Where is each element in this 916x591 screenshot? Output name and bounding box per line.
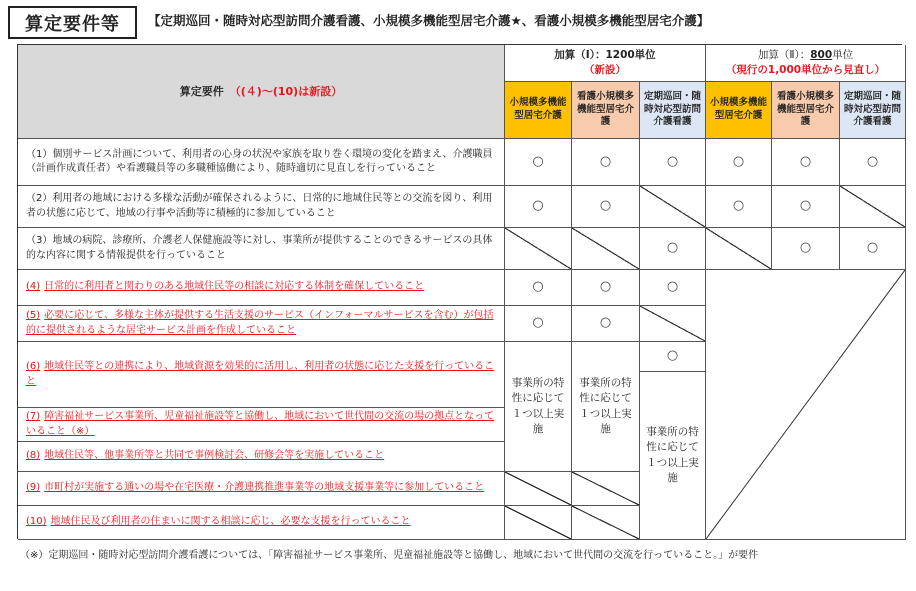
mark-r4-c3: ○ bbox=[640, 270, 706, 306]
merged-text-c2: 事業所の特性に応じて１つ以上実施 bbox=[572, 342, 640, 472]
col-kasan1-teiki-junkai: 定期巡回・随時対応型訪問介護看護 bbox=[640, 82, 706, 139]
na-kasan2-rows4-10 bbox=[706, 270, 906, 540]
col-kasan1-kango-shoukibo: 看護小規模多機能型居宅介護 bbox=[572, 82, 640, 139]
requirement-header bbox=[18, 45, 505, 139]
mark-r5-c1: ○ bbox=[505, 306, 572, 342]
col-kasan2-kango-shoukibo: 看護小規模多機能型居宅介護 bbox=[772, 82, 840, 139]
page-subtitle: 【定期巡回・随時対応型訪問介護看護、小規模多機能型居宅介護★、看護小規模多機能型居宅介護】 bbox=[148, 13, 710, 28]
mark-r3-c3: ○ bbox=[640, 228, 706, 270]
merged-text-c1: 事業所の特性に応じて１つ以上実施 bbox=[505, 342, 572, 472]
requirements-table bbox=[17, 44, 902, 539]
requirement-5: (5) 必要に応じて、多様な主体が提供する生活支援のサービス（インフォーマルサービスを含む）が包括的に提供されるような居宅サービス計画を作成していること bbox=[18, 306, 505, 342]
mark-r2-c5: ○ bbox=[772, 186, 840, 228]
kasan2-units: 800 bbox=[810, 48, 833, 61]
kasan2-label-suffix: 単位 bbox=[832, 48, 854, 61]
requirement-9: (9) 市町村が実施する通いの場や在宅医療・介護連携推進事業等の地域支援事業等に参加していること bbox=[18, 472, 505, 506]
na-r3-c1 bbox=[505, 228, 572, 270]
mark-r1-c3: ○ bbox=[640, 139, 706, 186]
na-r9-c2 bbox=[572, 472, 640, 506]
requirement-10-num: (10) bbox=[26, 516, 47, 528]
kasan2-label bbox=[758, 48, 853, 63]
na-r2-c3 bbox=[640, 186, 706, 228]
mark-r3-c6: ○ bbox=[840, 228, 906, 270]
na-r10-c2 bbox=[572, 506, 640, 540]
mark-r1-c6: ○ bbox=[840, 139, 906, 186]
mark-r1-c1: ○ bbox=[505, 139, 572, 186]
requirement-header-note: （(４)～(10)は新設） bbox=[229, 84, 343, 98]
requirement-10 bbox=[18, 506, 505, 540]
na-r5-c3 bbox=[640, 306, 706, 342]
footnote: （※）定期巡回・随時対応型訪問介護看護については、「障害福祉サービス事業所、児童福祉施設等と協働し、地域において世代間の交流を行っていること。」が要件 bbox=[20, 550, 759, 561]
requirement-7: (7) 障害福祉サービス事業所、児童福祉施設等と協働し、地域において世代間の交流の場の拠点となっていること（※） bbox=[18, 408, 505, 442]
mark-r3-c5: ○ bbox=[772, 228, 840, 270]
mark-r2-c1: ○ bbox=[505, 186, 572, 228]
na-r3-c2 bbox=[572, 228, 640, 270]
diagonal-slash-icon bbox=[706, 270, 905, 539]
na-r3-c4 bbox=[706, 228, 772, 270]
kasan2-label-prefix: 加算（Ⅱ）： bbox=[757, 48, 811, 61]
col-kasan1-shoukibo: 小規模多機能型居宅介護 bbox=[505, 82, 572, 139]
mark-r6-c3: ○ bbox=[640, 342, 706, 372]
mark-r2-c4: ○ bbox=[706, 186, 772, 228]
requirement-header-label: 算定要件 bbox=[179, 84, 224, 98]
na-r2-c6 bbox=[840, 186, 906, 228]
requirement-3: （3）地域の病院、診療所、介護老人保健施設等に対し、事業所が提供することのできるサービスの具体的な内容に関する情報提供を行っていること bbox=[18, 228, 505, 270]
mark-r2-c2: ○ bbox=[572, 186, 640, 228]
mark-r1-c5: ○ bbox=[772, 139, 840, 186]
requirement-4: (4) 日常的に利用者と関わりのある地域住民等の相談に対応する体制を確保していること bbox=[18, 270, 505, 306]
header bbox=[0, 0, 916, 40]
kasan2-header bbox=[706, 45, 906, 82]
col-kasan2-teiki-junkai: 定期巡回・随時対応型訪問介護看護 bbox=[840, 82, 906, 139]
requirement-1: （1）個別サービス計画について、利用者の心身の状況や家族を取り巻く環境の変化を踏まえ、介護職員（計画作成責任者）や看護職員等の多職種協働により、随時適切に見直しを行っていること bbox=[18, 139, 505, 186]
col-kasan2-shoukibo: 小規模多機能型居宅介護 bbox=[706, 82, 772, 139]
na-r10-c1 bbox=[505, 506, 572, 540]
mark-r1-c4: ○ bbox=[706, 139, 772, 186]
requirement-10-text: 地域住民及び利用者の住まいに関する相談に応じ、必要な支援を行っていること bbox=[50, 516, 411, 528]
requirement-2: （2）利用者の地域における多様な活動が確保されるように、日常的に地域住民等との交流を図り、利用者の状態に応じて、地域の行事や活動等に積極的に参加していること bbox=[18, 186, 505, 228]
requirement-8: (8) 地域住民等、他事業所等と共同で事例検討会、研修会等を実施していること bbox=[18, 442, 505, 472]
requirement-6: (6) 地域住民等との連携により、地域資源を効果的に活用し、利用者の状態に応じた支援を行っていること bbox=[18, 342, 505, 408]
page-title: 算定要件等 bbox=[8, 6, 137, 39]
mark-r4-c2: ○ bbox=[572, 270, 640, 306]
mark-r1-c2: ○ bbox=[572, 139, 640, 186]
kasan1-note: （新設） bbox=[584, 64, 626, 76]
kasan1-header bbox=[505, 45, 706, 82]
mark-r4-c1: ○ bbox=[505, 270, 572, 306]
kasan1-label: 加算（Ⅰ）：1200単位 bbox=[554, 48, 656, 61]
merged-text-c3: 事業所の特性に応じて１つ以上実施 bbox=[640, 372, 706, 540]
mark-r5-c2: ○ bbox=[572, 306, 640, 342]
na-r9-c1 bbox=[505, 472, 572, 506]
kasan2-note: （現行の1,000単位から見直し） bbox=[725, 64, 886, 76]
